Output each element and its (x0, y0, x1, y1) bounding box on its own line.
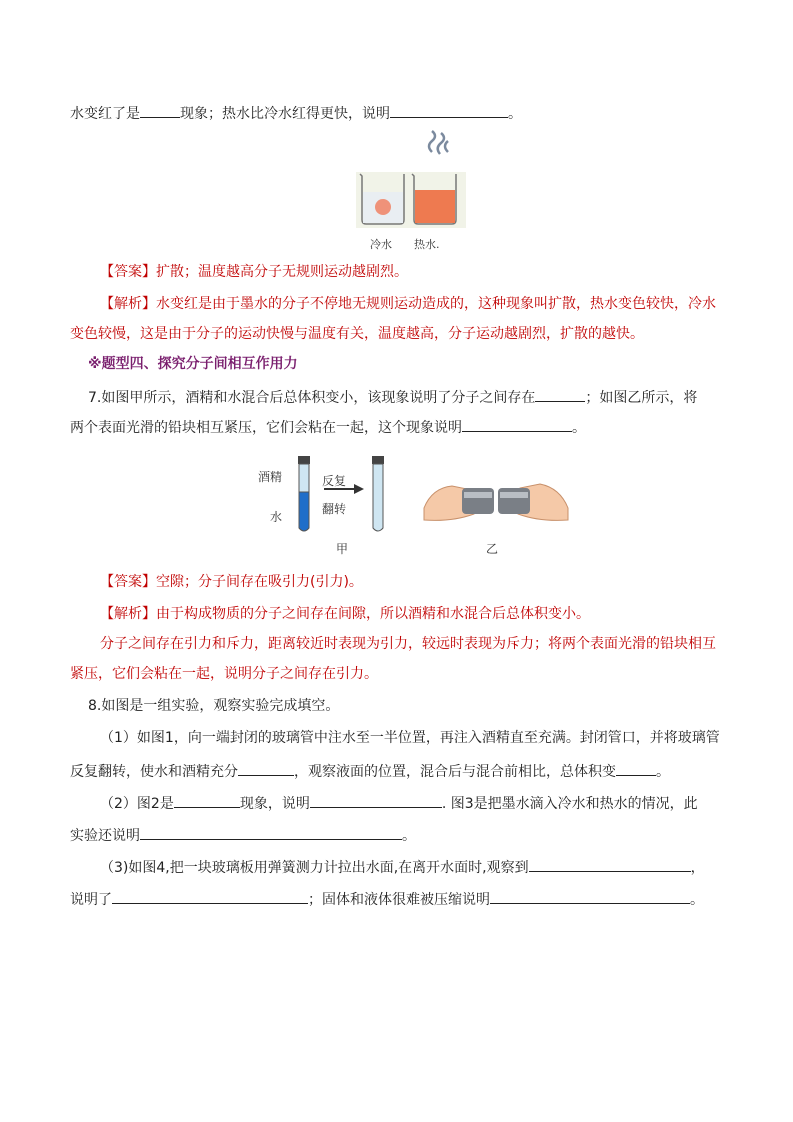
q8-p2-line1 (100, 792, 698, 814)
q6-analysis-2: 变色较慢，这是由于分子的运动快慢与温度有关，温度越高，分子运动越剧烈，扩散的越快。 (70, 326, 644, 342)
blank (529, 856, 691, 872)
lead-blocks-figure-yi (422, 468, 570, 528)
q6-answer (100, 262, 408, 282)
q8-text: ，观察液面的位置，混合后与混合前相比，总体积变 (294, 764, 616, 780)
label-flip: 翻转 (322, 502, 347, 516)
q7-answer (100, 572, 363, 592)
label-water: 水 (270, 510, 283, 524)
blank (140, 102, 180, 118)
q8-text: 说明了 (70, 892, 112, 908)
q6-line1 (70, 102, 522, 124)
period: 。 (690, 892, 704, 908)
blank (140, 824, 402, 840)
blank (112, 888, 308, 904)
q8-text: ；固体和液体很难被压缩说明 (308, 892, 490, 908)
q8-text: . 图3是把墨水滴入冷水和热水的情况，此 (441, 796, 698, 812)
q8-text: 反复翻转，使水和酒精充分 (70, 764, 238, 780)
blank (390, 102, 508, 118)
period: 。 (656, 764, 670, 780)
q6-analysis-1 (100, 294, 716, 314)
q7-analysis-3: 紧压，它们会粘在一起，说明分子之间存在引力。 (70, 666, 378, 682)
q8-p3-line1 (100, 856, 705, 878)
blank (310, 792, 442, 808)
label-yi: 乙 (486, 542, 499, 556)
q8-text: 实验还说明 (70, 828, 140, 844)
analysis-text: 由于构成物质的分子之间存在间隙，所以酒精和水混合后总体积变小。 (156, 606, 590, 622)
analysis-tag: 【解析】 (100, 606, 156, 622)
blank (535, 386, 585, 402)
caption-hot: 热水. (414, 238, 440, 251)
analysis-text: 水变红是由于墨水的分子不停地无规则运动造成的，这种现象叫扩散，热水变色较快，冷水 (156, 296, 716, 312)
label-repeat: 反复 (322, 474, 347, 488)
q7-text-b: ；如图乙所示，将 (585, 390, 698, 406)
beakers-figure (356, 128, 466, 228)
label-jia: 甲 (336, 542, 349, 556)
q8-p1-line1: （1）如图1，向一端封闭的玻璃管中注水至一半位置，再注入酒精直至充满。封闭管口，并将玻璃管 (100, 730, 720, 746)
q6-text-b: 现象；热水比冷水红得更快，说明 (180, 106, 390, 122)
answer-text: 空隙；分子间存在吸引力(引力)。 (156, 574, 363, 590)
q7-line2 (70, 416, 586, 438)
period: 。 (402, 828, 416, 844)
q8-text: ， (690, 860, 705, 876)
period: 。 (572, 420, 586, 436)
q8-text: （2）图2是 (100, 796, 174, 812)
q6-text-a: 水变红了是 (70, 106, 140, 122)
blank (174, 792, 240, 808)
q8-p3-line2 (70, 888, 704, 910)
section-heading: ※题型四、探究分子间相互作用力 (88, 356, 298, 372)
label-alcohol: 酒精 (258, 470, 283, 484)
q7-text-c: 两个表面光滑的铅块相互紧压，它们会粘在一起，这个现象说明 (70, 420, 462, 436)
answer-tag: 【答案】 (100, 574, 156, 590)
blank (238, 760, 294, 776)
q8-intro: 8.如图是一组实验，观察实验完成填空。 (88, 698, 340, 714)
period: 。 (508, 106, 522, 122)
q8-p2-line2 (70, 824, 416, 846)
q8-p1-line2 (70, 760, 670, 782)
q8-text: 现象，说明 (239, 796, 310, 812)
caption-cold: 冷水 (370, 238, 392, 251)
blank (490, 888, 690, 904)
tube-figure-jia (278, 452, 428, 536)
q7-text-a: 7.如图甲所示，酒精和水混合后总体积变小，该现象说明了分子之间存在 (88, 390, 536, 406)
q8-text: （3)如图4,把一块玻璃板用弹簧测力计拉出水面,在离开水面时,观察到 (100, 860, 529, 876)
blank (462, 416, 572, 432)
blank (616, 760, 656, 776)
answer-text: 扩散；温度越高分子无规则运动越剧烈。 (156, 264, 408, 280)
analysis-tag: 【解析】 (100, 296, 156, 312)
q7-analysis-2: 分子之间存在引力和斥力，距离较近时表现为引力，较远时表现为斥力；将两个表面光滑的铅块相互 (100, 636, 716, 652)
answer-tag: 【答案】 (100, 264, 156, 280)
q7-line1 (88, 386, 697, 408)
q7-analysis-1 (100, 604, 590, 624)
